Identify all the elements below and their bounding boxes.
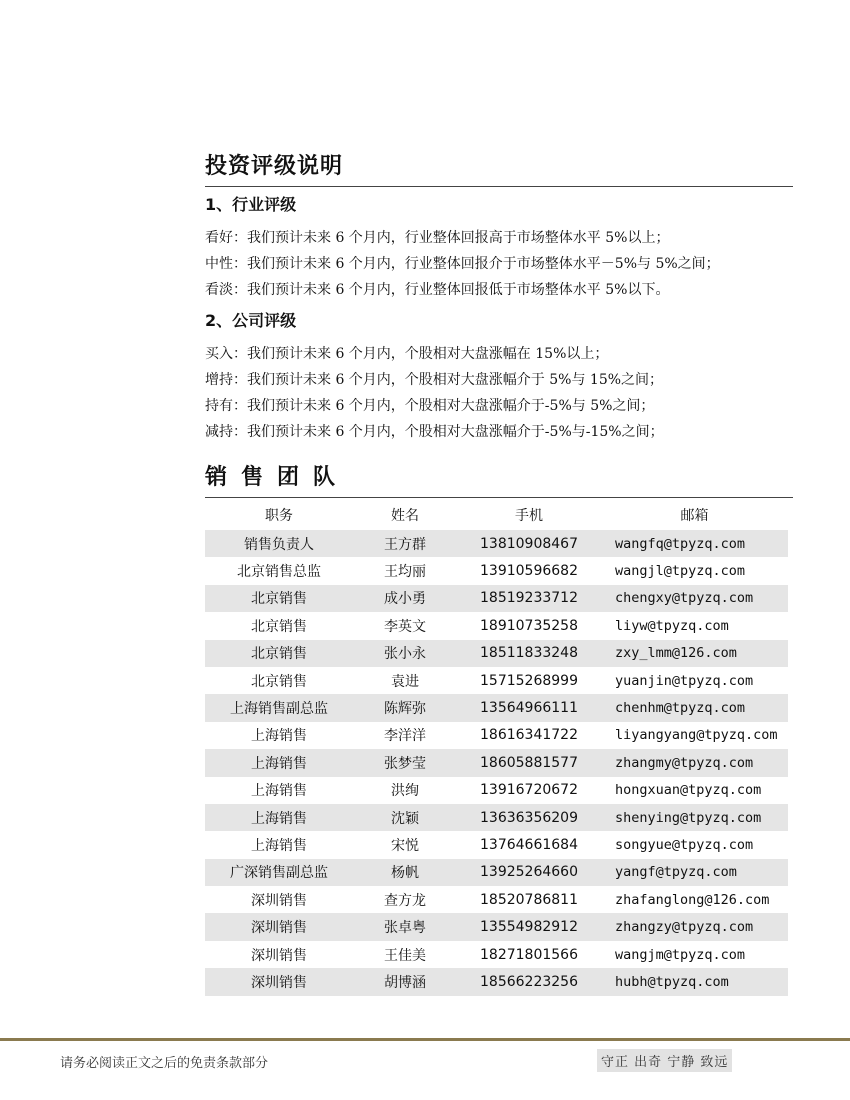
position-cell: 深圳销售	[205, 968, 353, 995]
name-cell: 王方群	[353, 530, 457, 557]
table-body	[205, 530, 788, 996]
position-cell: 北京销售	[205, 585, 353, 612]
email-cell: liyw@tpyzq.com	[615, 617, 729, 634]
name-cell: 查方龙	[384, 892, 426, 909]
table-header-row	[205, 500, 788, 530]
table-row	[205, 530, 788, 557]
name-cell: 袁进	[391, 673, 419, 690]
email-cell: chenhm@tpyzq.com	[601, 694, 788, 721]
email-cell: chengxy@tpyzq.com	[601, 585, 788, 612]
name-cell: 沈颖	[353, 804, 457, 831]
position-cell: 上海销售	[205, 749, 353, 776]
phone-cell: 18511833248	[457, 640, 601, 667]
phone-cell: 13564966111	[457, 694, 601, 721]
name-cell: 宋悦	[391, 837, 419, 854]
company-rating-line: 增持：我们预计未来 6 个月内，个股相对大盘涨幅介于 5%与 15%之间；	[205, 372, 664, 388]
name-cell: 王均丽	[384, 564, 426, 581]
phone-cell: 13925264660	[457, 859, 601, 886]
table-row	[205, 722, 788, 749]
email-cell: yuanjin@tpyzq.com	[615, 672, 754, 689]
phone-cell: 13764661684	[480, 836, 578, 853]
position-cell: 北京销售	[251, 618, 307, 635]
email-cell: songyue@tpyzq.com	[615, 836, 754, 853]
table-row	[205, 694, 788, 721]
industry-rating-line: 中性：我们预计未来 6 个月内，行业整体回报介于市场整体水平－5%与 5%之间；	[205, 256, 720, 272]
email-cell: liyangyang@tpyzq.com	[615, 727, 778, 744]
footer-motto: 守正 出奇 宁静 致远	[597, 1049, 732, 1072]
position-cell: 广深销售副总监	[205, 859, 353, 886]
email-cell: wangfq@tpyzq.com	[601, 530, 788, 557]
industry-rating-list	[205, 225, 793, 303]
email-cell: zhangzy@tpyzq.com	[601, 913, 788, 940]
table-row	[205, 804, 788, 831]
table-row	[205, 667, 788, 694]
phone-cell: 13916720672	[480, 782, 578, 799]
company-rating-heading: 2、公司评级	[205, 311, 297, 330]
industry-rating-line: 看好：我们预计未来 6 个月内，行业整体回报高于市场整体水平 5%以上；	[205, 230, 670, 246]
name-cell: 李英文	[384, 618, 426, 635]
position-cell: 上海销售	[251, 728, 307, 745]
table-row	[205, 831, 788, 858]
team-title: 销售团队	[205, 461, 793, 498]
name-cell: 成小勇	[353, 585, 457, 612]
sales-team-table	[205, 500, 788, 996]
email-cell: wangjm@tpyzq.com	[615, 946, 746, 963]
phone-cell: 18271801566	[480, 946, 578, 963]
company-rating-line: 买入：我们预计未来 6 个月内，个股相对大盘涨幅在 15%以上；	[205, 346, 609, 362]
email-cell: zhafanglong@126.com	[615, 891, 770, 908]
header-position: 职务	[265, 508, 293, 524]
company-rating-list	[205, 341, 793, 445]
position-cell: 深圳销售	[205, 913, 353, 940]
table-row	[205, 640, 788, 667]
position-cell: 上海销售	[205, 804, 353, 831]
email-cell: zhangmy@tpyzq.com	[601, 749, 788, 776]
table-row	[205, 913, 788, 940]
table-row	[205, 777, 788, 804]
phone-cell: 13910596682	[480, 563, 578, 580]
email-cell: zxy_lmm@126.com	[601, 640, 788, 667]
table-row	[205, 557, 788, 584]
name-cell: 洪绚	[391, 783, 419, 800]
name-cell: 李洋洋	[384, 728, 426, 745]
phone-cell: 18616341722	[480, 727, 578, 744]
phone-cell: 13810908467	[457, 530, 601, 557]
phone-cell: 18566223256	[457, 968, 601, 995]
company-rating-line: 减持：我们预计未来 6 个月内，个股相对大盘涨幅介于-5%与-15%之间；	[205, 424, 664, 440]
phone-cell: 18605881577	[457, 749, 601, 776]
name-cell: 陈辉弥	[353, 694, 457, 721]
table-row	[205, 968, 788, 995]
header-phone: 手机	[515, 508, 543, 524]
phone-cell: 13554982912	[457, 913, 601, 940]
position-cell: 上海销售	[251, 837, 307, 854]
industry-rating-heading: 1、行业评级	[205, 195, 297, 214]
footer-divider	[0, 1038, 850, 1041]
table-row	[205, 886, 788, 913]
email-cell: yangf@tpyzq.com	[601, 859, 788, 886]
header-name: 姓名	[391, 508, 419, 524]
email-cell: wangjl@tpyzq.com	[615, 563, 746, 580]
table-row	[205, 859, 788, 886]
position-cell: 北京销售	[251, 673, 307, 690]
table-row	[205, 612, 788, 639]
name-cell: 胡博涵	[353, 968, 457, 995]
company-rating-line: 持有：我们预计未来 6 个月内，个股相对大盘涨幅介于-5%与 5%之间；	[205, 398, 655, 414]
position-cell: 深圳销售	[251, 892, 307, 909]
position-cell: 销售负责人	[205, 530, 353, 557]
footer-disclaimer: 请务必阅读正文之后的免责条款部分	[60, 1056, 269, 1071]
phone-cell: 18520786811	[480, 891, 578, 908]
name-cell: 张小永	[353, 640, 457, 667]
position-cell: 深圳销售	[251, 947, 307, 964]
position-cell: 上海销售副总监	[205, 694, 353, 721]
name-cell: 张梦莹	[353, 749, 457, 776]
email-cell: shenying@tpyzq.com	[601, 804, 788, 831]
email-cell: hongxuan@tpyzq.com	[615, 782, 762, 799]
name-cell: 张卓粤	[353, 913, 457, 940]
name-cell: 杨帆	[353, 859, 457, 886]
email-cell: hubh@tpyzq.com	[601, 968, 788, 995]
position-cell: 北京销售总监	[237, 564, 321, 581]
phone-cell: 15715268999	[480, 672, 578, 689]
table-row	[205, 749, 788, 776]
industry-rating-line: 看淡：我们预计未来 6 个月内，行业整体回报低于市场整体水平 5%以下。	[205, 282, 670, 298]
header-email: 邮箱	[680, 508, 709, 524]
rating-title: 投资评级说明	[205, 150, 793, 187]
phone-cell: 18519233712	[457, 585, 601, 612]
phone-cell: 13636356209	[457, 804, 601, 831]
position-cell: 上海销售	[251, 783, 307, 800]
table-row	[205, 585, 788, 612]
name-cell: 王佳美	[384, 947, 426, 964]
phone-cell: 18910735258	[480, 617, 578, 634]
document-body	[205, 150, 793, 996]
position-cell: 北京销售	[205, 640, 353, 667]
table-row	[205, 941, 788, 968]
